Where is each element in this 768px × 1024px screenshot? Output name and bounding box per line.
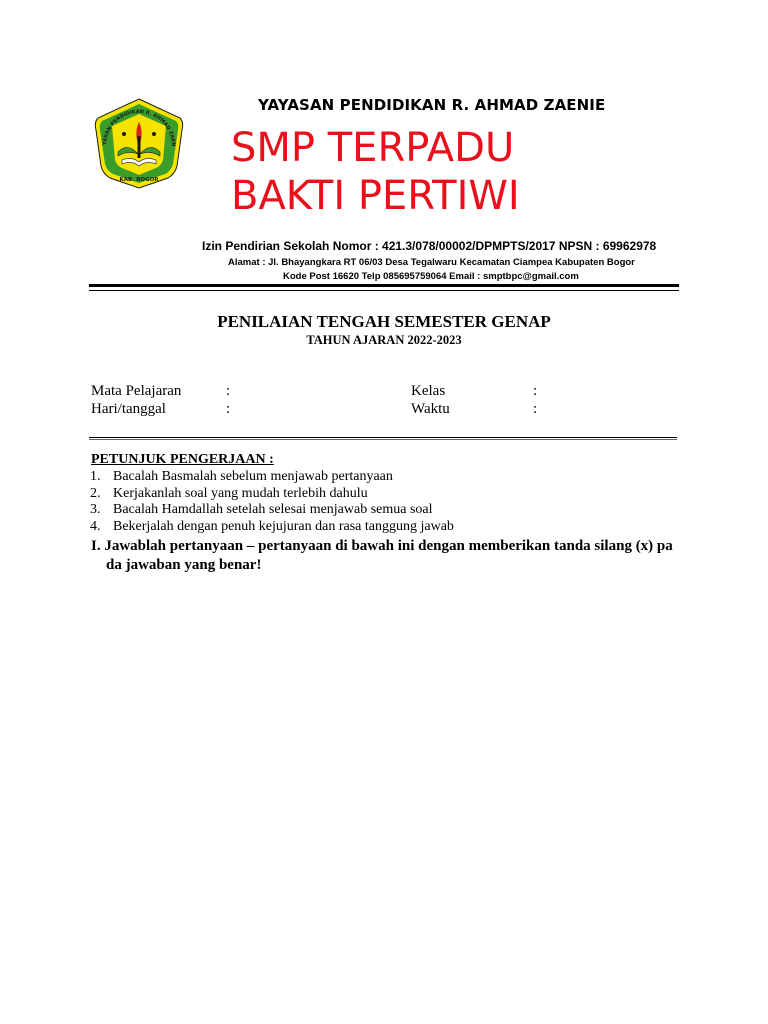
time-label: Waktu (411, 401, 450, 417)
school-name-line1: SMP TERPADU (231, 125, 515, 171)
class-label: Kelas (411, 383, 446, 399)
list-item: 1. Bacalah Basmalah sebelum menjawab pertanyaan (90, 469, 393, 484)
date-label: Hari/tanggal (91, 401, 166, 417)
school-contact: Kode Post 16620 Telp 085695759064 Email : smptbpc@gmail.com (283, 271, 579, 282)
svg-text:KAB. BOGOR: KAB. BOGOR (119, 177, 159, 183)
school-name-line2: BAKTI PERTIWI (231, 173, 520, 219)
exam-year: TAHUN AJARAN 2022-2023 (306, 333, 462, 347)
fields-divider (89, 437, 677, 438)
instructions-list (90, 469, 454, 535)
subject-colon: : (226, 383, 231, 399)
list-item: 3. Bacalah Hamdallah setelah selesai menjawab semua soal (90, 502, 433, 517)
exam-title: PENILAIAN TENGAH SEMESTER GENAP (217, 312, 551, 331)
school-name (231, 124, 520, 220)
foundation-name: YAYASAN PENDIDIKAN R. AHMAD ZAENIE (258, 96, 606, 114)
school-crest-icon (92, 96, 186, 190)
list-item: 2. Kerjakanlah soal yang mudah terlebih dahulu (90, 485, 368, 501)
list-item: 4. Bekerjalah dengan penuh kejujuran dan rasa tanggung jawab (90, 518, 454, 534)
date-colon: : (226, 401, 231, 417)
class-colon: : (533, 383, 538, 399)
svg-text:YAYASAN PENDIDIKAN R. AHMAD ZA: YASAN PENDIDIKAN R. AHMAD ZAEN (101, 108, 177, 147)
letterhead-divider (89, 284, 679, 287)
section-instruction-line2: da jawaban yang benar! (106, 557, 262, 573)
subject-label: Mata Pelajaran (91, 383, 182, 399)
school-address: Alamat : Jl. Bhayangkara RT 06/03 Desa Tegalwaru Kecamatan Ciampea Kabupaten Bogor (228, 257, 635, 268)
time-colon: : (533, 401, 538, 417)
permit-number: Izin Pendirian Sekolah Nomor : 421.3/078/00002/DPMPTS/2017 NPSN : 69962978 (202, 239, 657, 253)
letterhead-divider-thin (89, 290, 679, 291)
section-instruction-line1: I. Jawablah pertanyaan – pertanyaan di bawah ini dengan memberikan tanda silang (x) pa (91, 538, 673, 554)
instructions-heading: PETUNJUK PENGERJAAN : (91, 452, 274, 467)
section-instruction (91, 537, 691, 575)
